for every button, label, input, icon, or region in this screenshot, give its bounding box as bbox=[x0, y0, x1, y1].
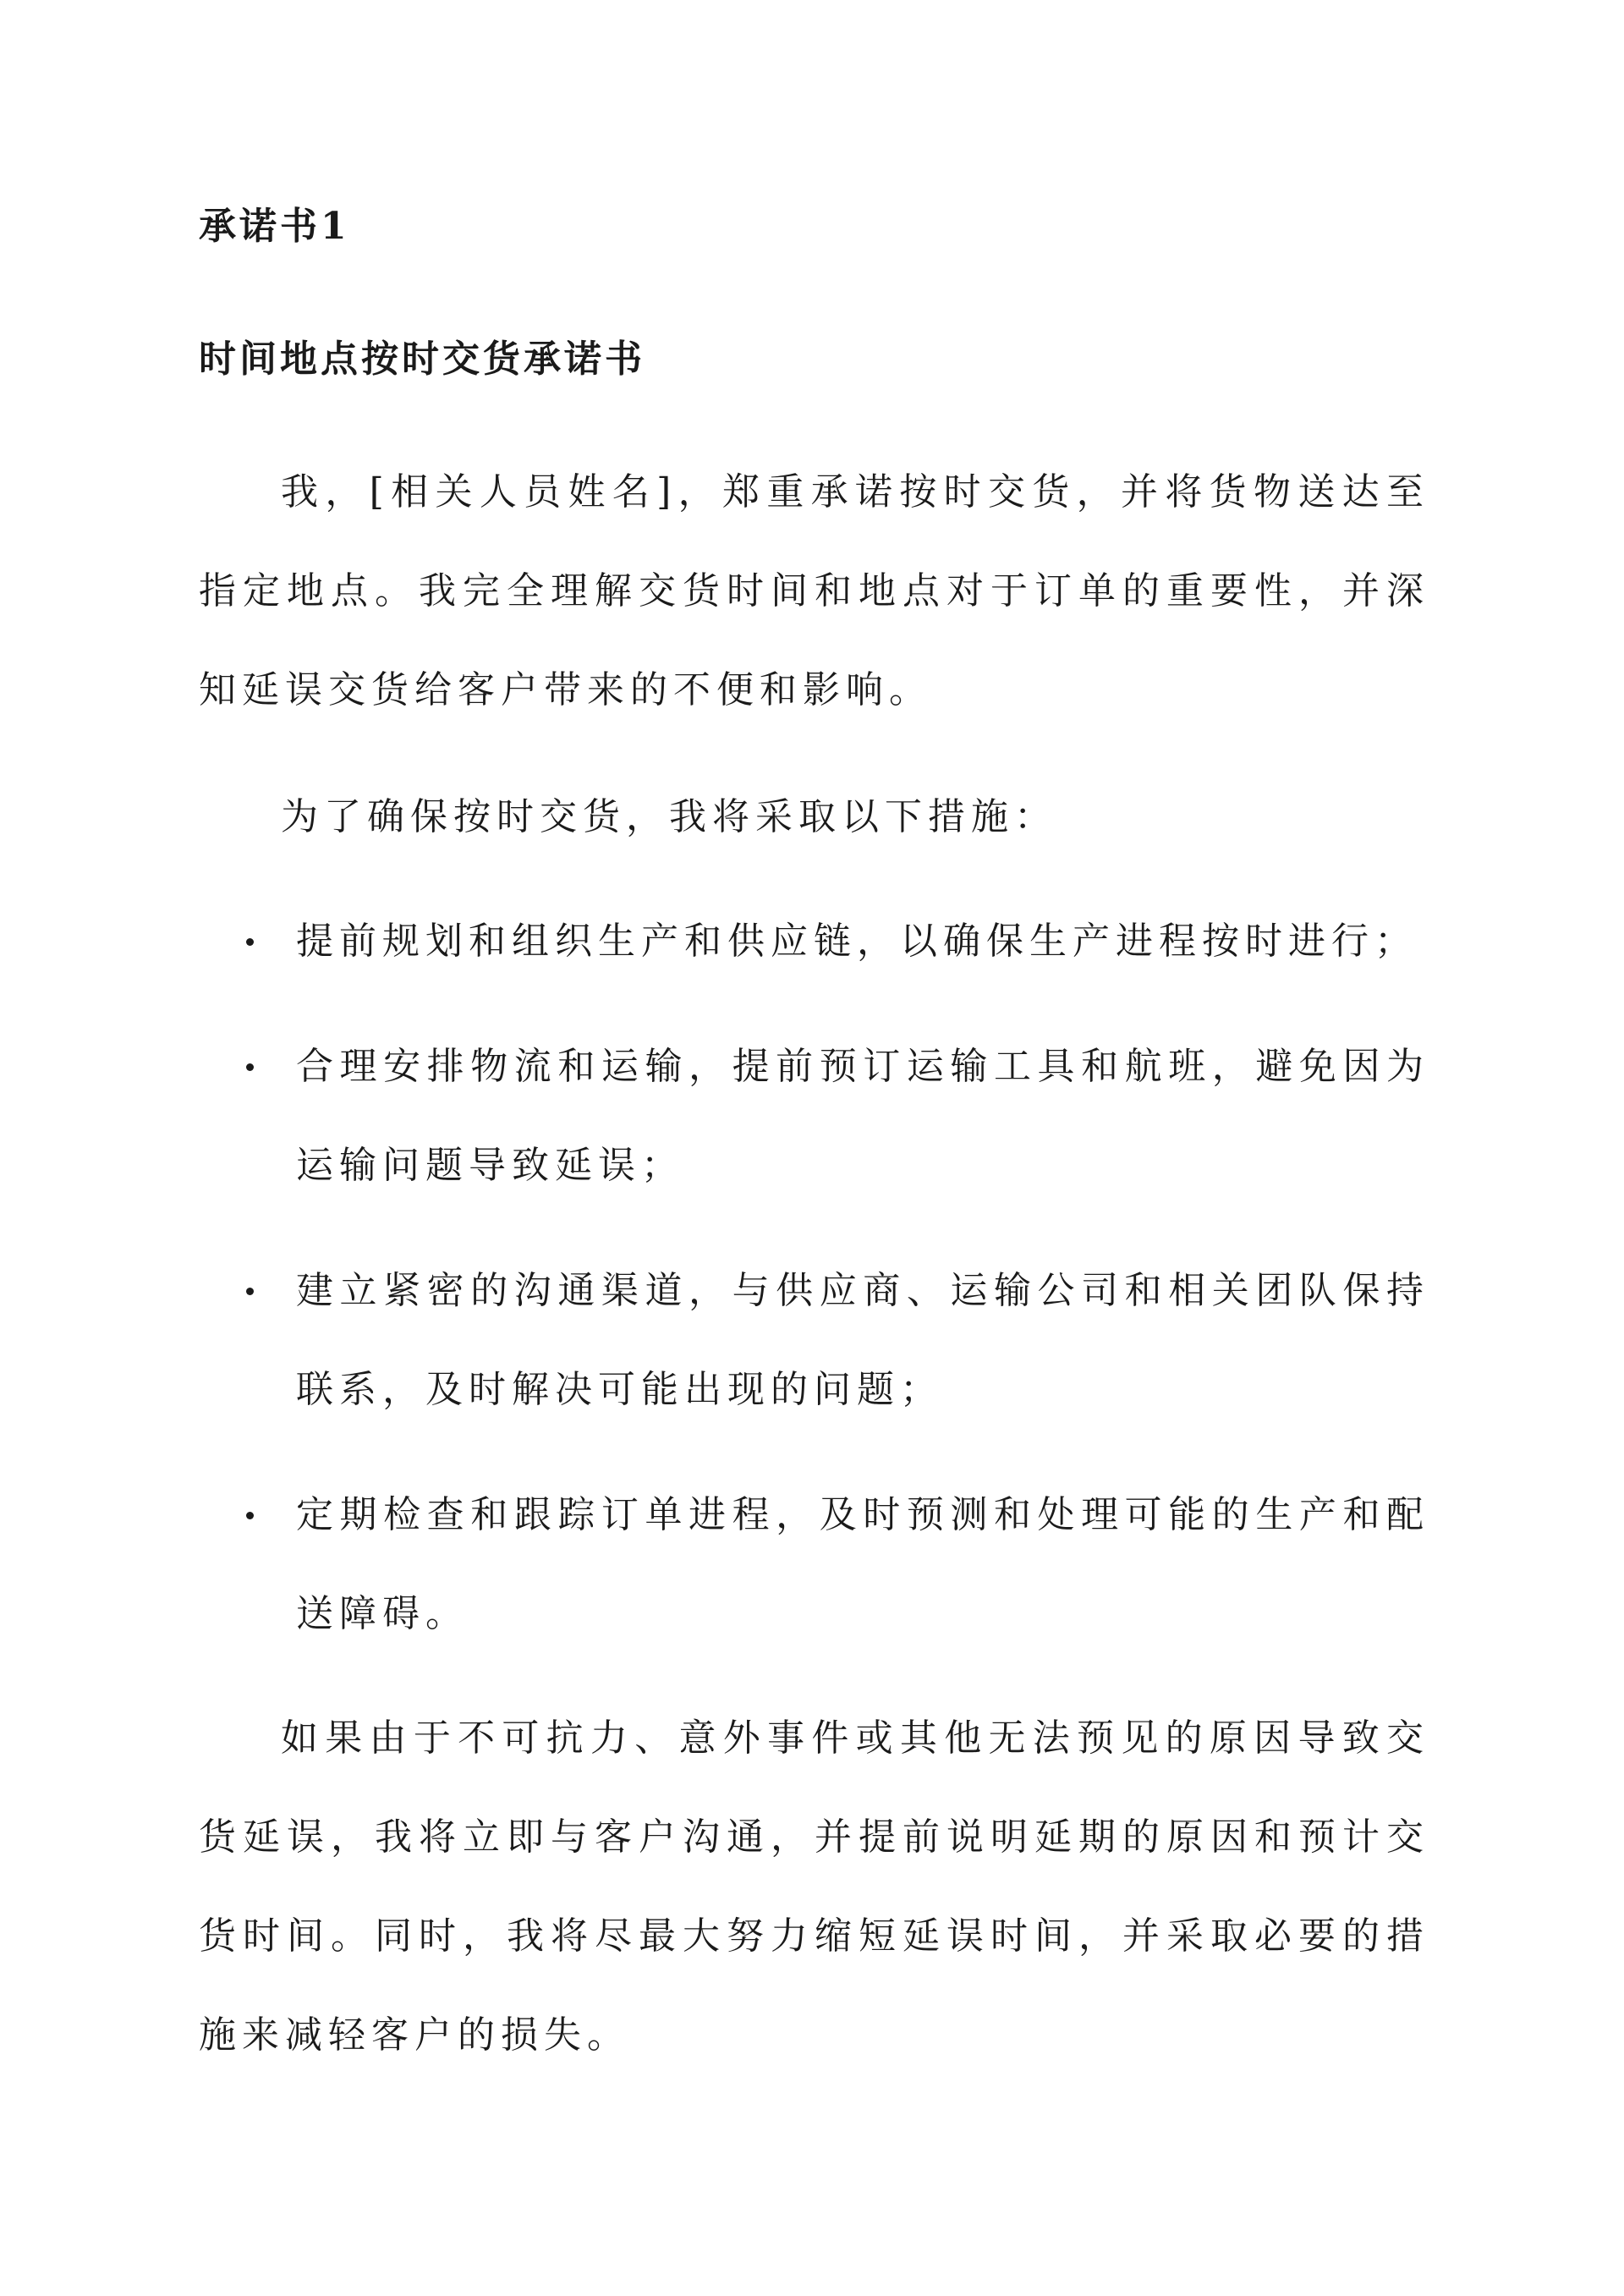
list-item bbox=[199, 1465, 1429, 1663]
bullet-dot-icon bbox=[246, 1288, 254, 1295]
measures-list bbox=[199, 892, 1429, 1689]
list-item-text: 合理安排物流和运输，提前预订运输工具和航班，避免因为运输问题导致延误； bbox=[296, 1045, 1429, 1187]
document-heading: 承诺书1 bbox=[199, 205, 350, 248]
list-item bbox=[199, 1017, 1429, 1215]
commitment-paragraph: 我，[相关人员姓名]，郑重承诺按时交货，并将货物送达至指定地点。我完全理解交货时间和地点对于订单的重要性，并深知延误交货给客户带来的不便和影响。 bbox=[199, 470, 1429, 711]
list-item bbox=[199, 1241, 1429, 1439]
list-item-text: 提前规划和组织生产和供应链，以确保生产进程按时进行； bbox=[296, 920, 1418, 963]
force-majeure-paragraph: 如果由于不可抗力、意外事件或其他无法预见的原因导致交货延误，我将立即与客户沟通，并提前说明延期的原因和预计交货时间。同时，我将尽最大努力缩短延误时间，并采取必要的措施来减轻客户的损失。 bbox=[199, 1717, 1429, 2057]
bullet-dot-icon bbox=[246, 938, 254, 946]
list-item-text: 建立紧密的沟通渠道，与供应商、运输公司和相关团队保持联系，及时解决可能出现的问题； bbox=[296, 1269, 1429, 1411]
list-item bbox=[199, 892, 1429, 991]
document-title: 时间地点按时交货承诺书 bbox=[199, 338, 645, 381]
bullet-dot-icon bbox=[246, 1512, 254, 1519]
measures-intro-paragraph: 为了确保按时交货，我将采取以下措施： bbox=[281, 795, 1057, 838]
list-item-text: 定期检查和跟踪订单进程，及时预测和处理可能的生产和配送障碍。 bbox=[296, 1493, 1429, 1635]
bullet-dot-icon bbox=[246, 1063, 254, 1071]
